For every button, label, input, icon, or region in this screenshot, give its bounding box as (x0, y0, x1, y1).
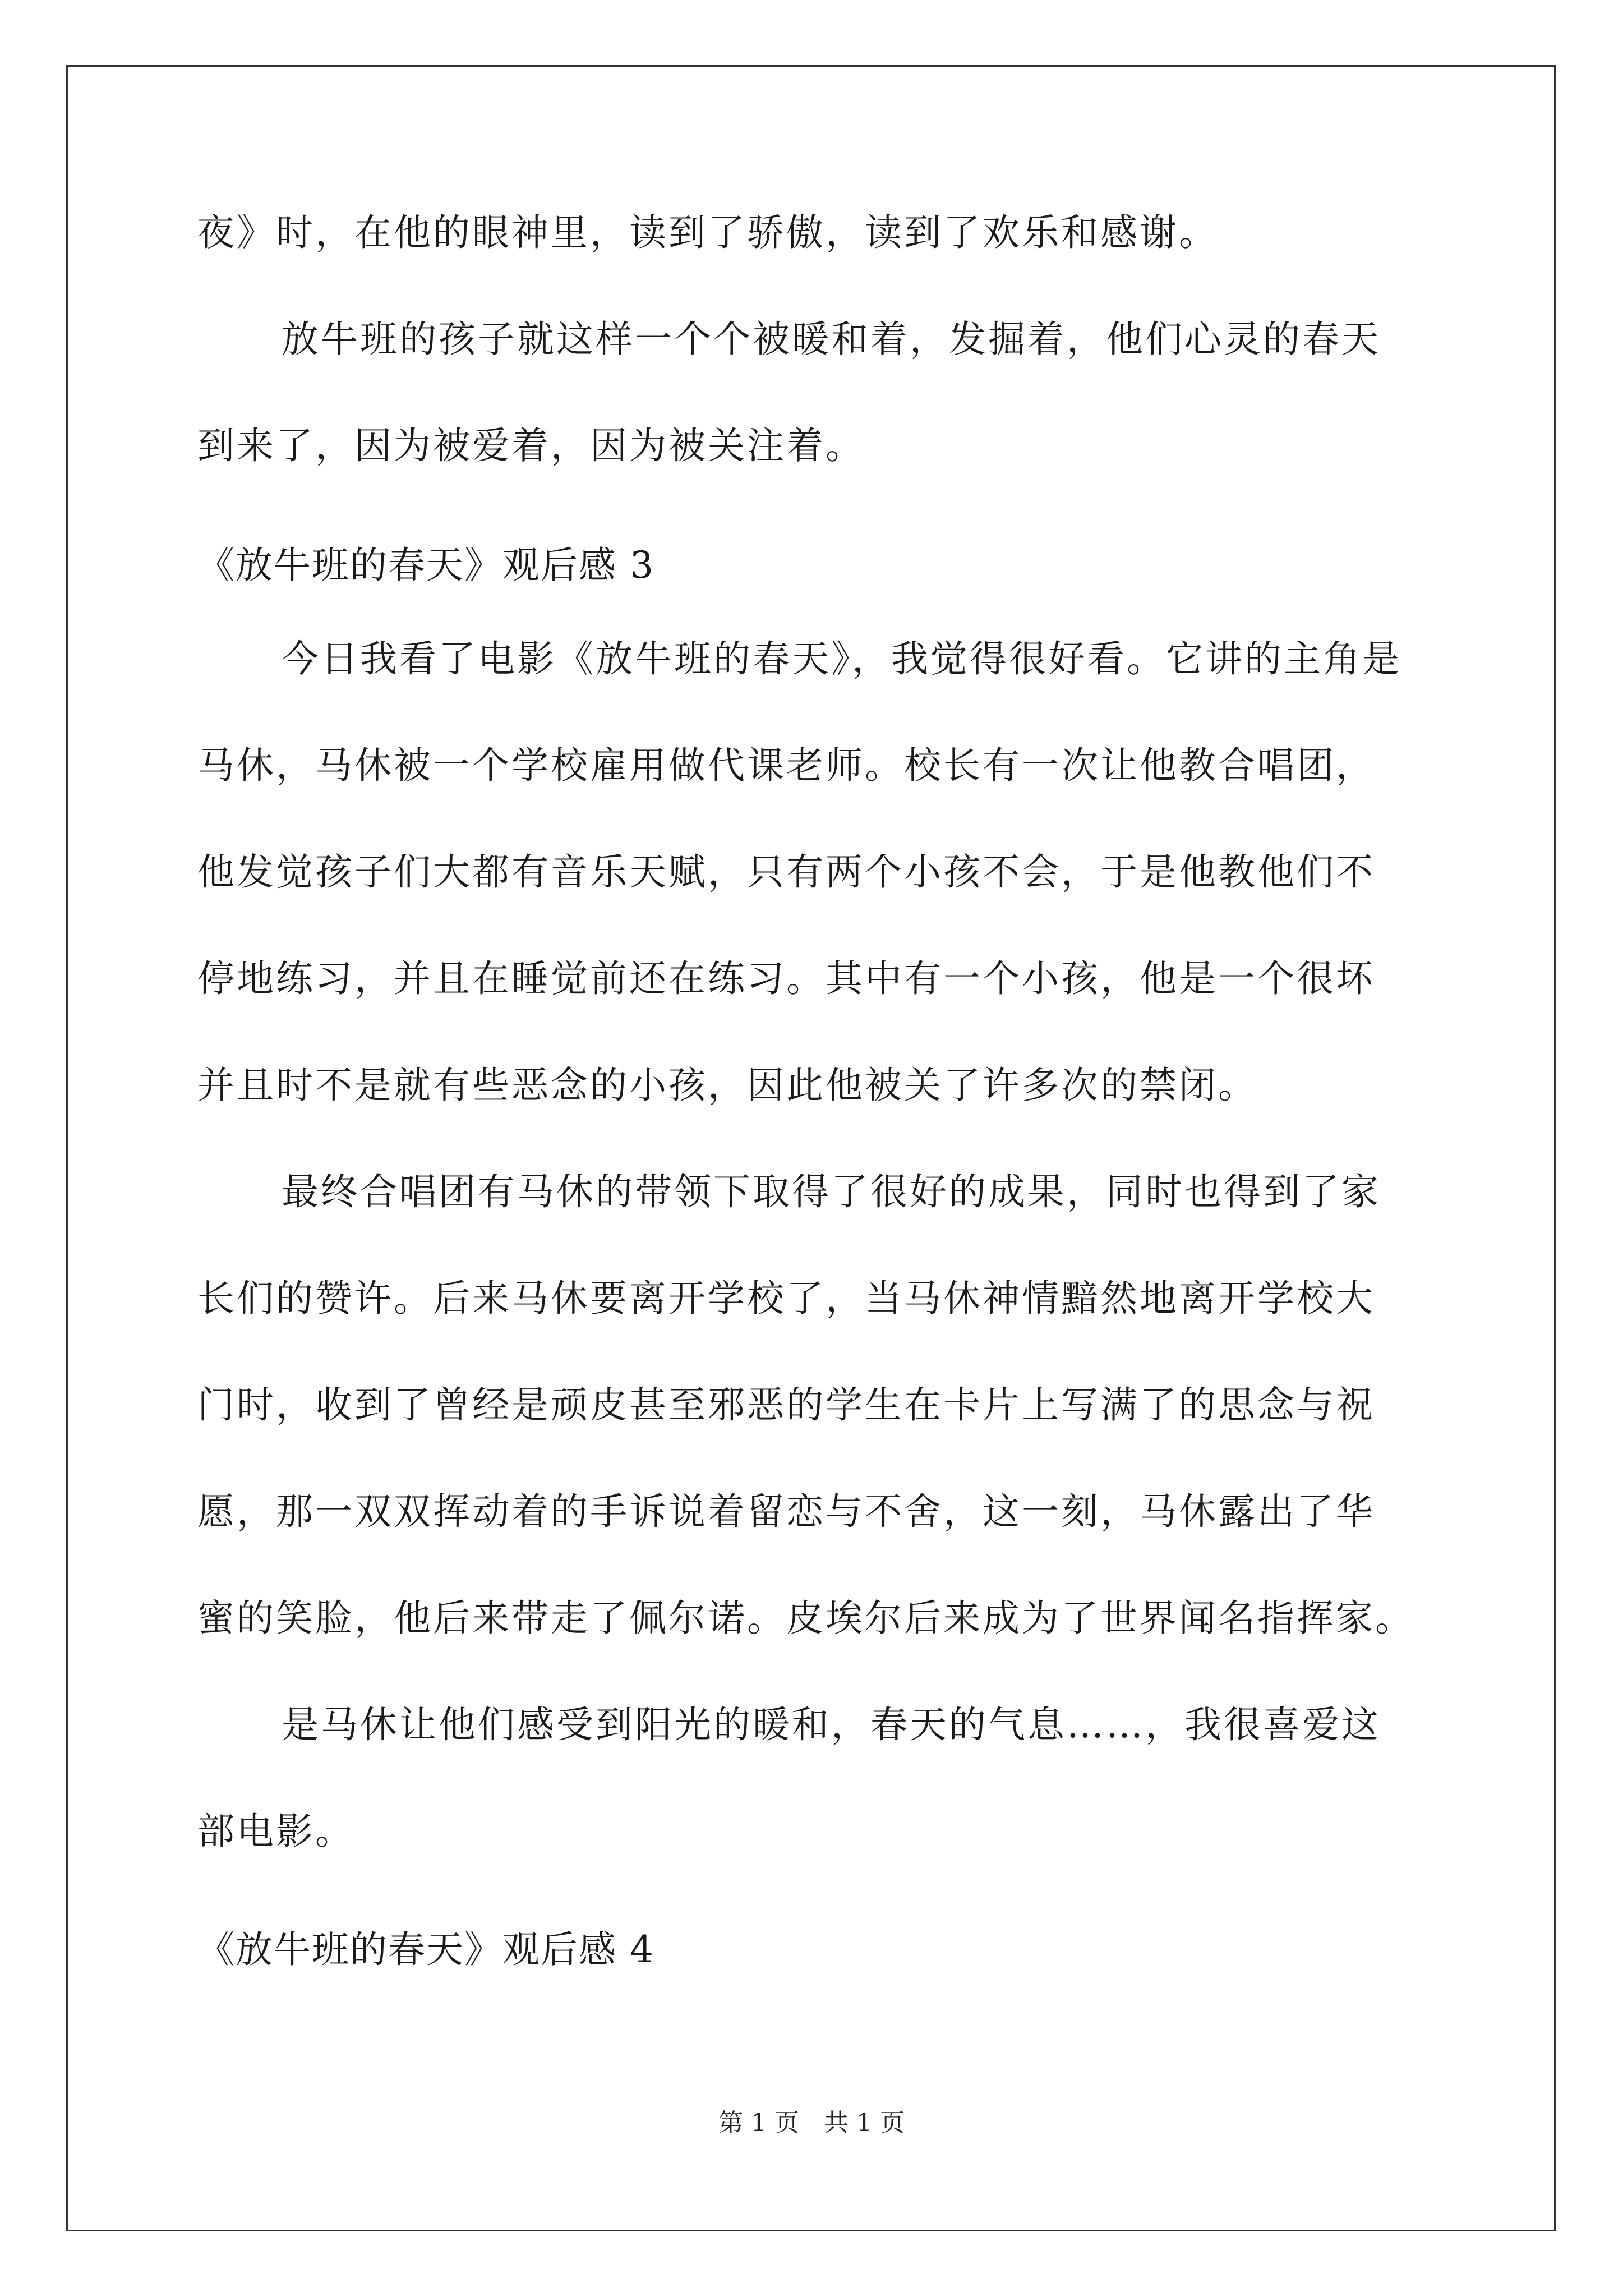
text-line: 门时，收到了曾经是顽皮甚至邪恶的学生在卡片上写满了的思念与祝 (197, 1383, 1375, 1427)
section-heading: 《放牛班的春天》观后感 4 (197, 1928, 654, 1971)
text-line: 愿，那一双双挥动着的手诉说着留恋与不舍，这一刻，马休露出了华 (197, 1490, 1375, 1533)
text-line: 马休，马休被一个学校雇用做代课老师。校长有一次让他教合唱团， (197, 744, 1375, 787)
text-line: 放牛班的孩子就这样一个个被暖和着，发掘着，他们心灵的春天 (282, 318, 1381, 361)
text-line: 到来了，因为被爱着，因为被关注着。 (197, 424, 865, 467)
page-number: 第 1 页 共 1 页 (718, 2109, 905, 2137)
text-line: 是马休让他们感受到阳光的暖和，春天的气息……，我很喜爱这 (282, 1703, 1381, 1746)
text-line: 夜》时，在他的眼神里，读到了骄傲，读到了欢乐和感谢。 (197, 211, 1218, 254)
text-line: 长们的赞许。后来马休要离开学校了，当马休神情黯然地离开学校大 (197, 1277, 1375, 1320)
section-heading: 《放牛班的春天》观后感 3 (197, 544, 654, 587)
text-line: 最终合唱团有马休的带领下取得了很好的成果，同时也得到了家 (282, 1170, 1381, 1213)
text-line: 蜜的笑脸，他后来带走了佩尔诺。皮埃尔后来成为了世界闻名指挥家。 (197, 1596, 1414, 1640)
text-line: 他发觉孩子们大都有音乐天赋，只有两个小孩不会，于是他教他们不 (197, 850, 1375, 894)
text-line: 部电影。 (197, 1810, 354, 1853)
text-line: 停地练习，并且在睡觉前还在练习。其中有一个小孩，他是一个很坏 (197, 957, 1375, 1000)
text-line: 并且时不是就有些恶念的小孩，因此他被关了许多次的禁闭。 (197, 1064, 1257, 1107)
text-line: 今日我看了电影《放牛班的春天》，我觉得很好看。它讲的主角是 (282, 637, 1401, 680)
